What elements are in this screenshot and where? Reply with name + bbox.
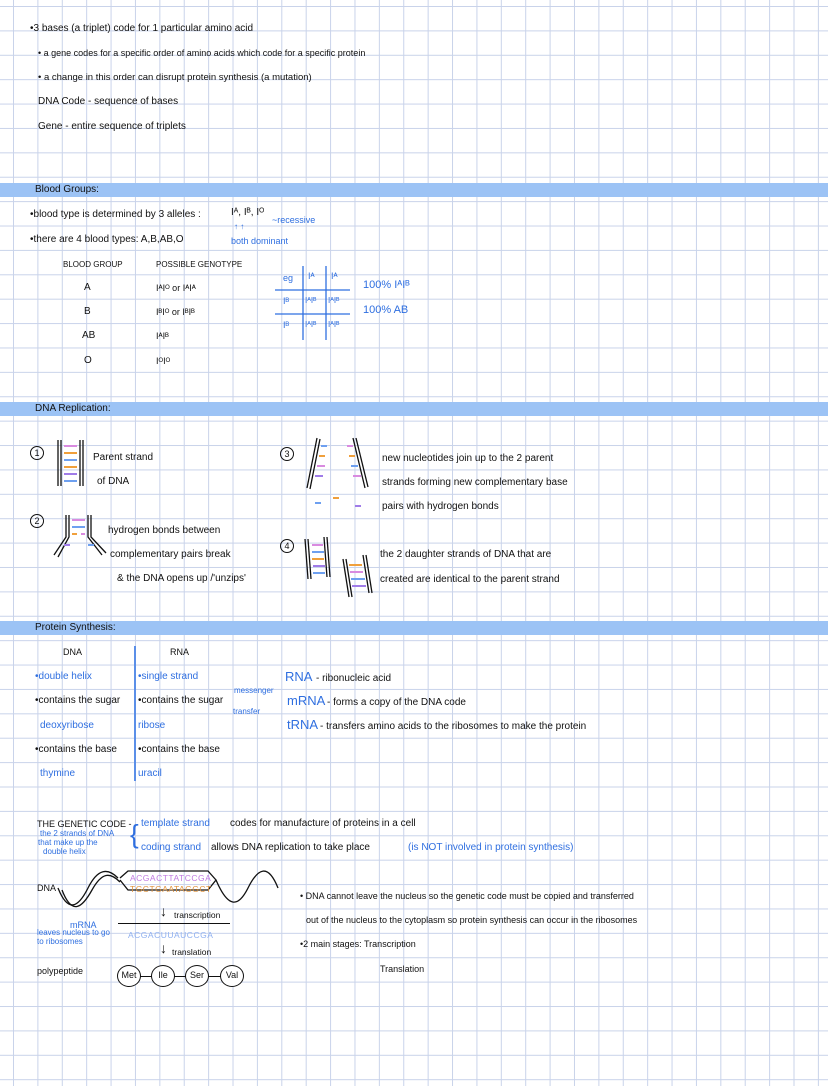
amino-acid: Ile [151,965,175,987]
step-text: & the DNA opens up /'unzips' [117,573,246,584]
blood-bullet: •there are 4 blood types: A,B,AB,O [30,234,184,245]
step-text: hydrogen bonds between [108,525,221,536]
punnett-cell: IᴬIᴮ [305,296,317,305]
dominant-note: both dominant [231,236,289,246]
blood-group: AB [82,330,96,341]
genetic-code-title: THE GENETIC CODE - [37,819,132,829]
dna-property: deoxyribose [40,720,94,731]
section-heading: Protein Synthesis: [35,622,116,633]
rna-property: ribose [138,720,166,731]
dna-column-header: DNA [63,647,83,657]
step-number: 1 [30,446,44,460]
mrna-definition: - forms a copy of the DNA code [327,697,466,708]
mrna-note: leaves nucleus to go [37,928,110,937]
punnett-cell: IᴬIᴮ [328,296,340,305]
amino-acid: Ser [185,965,209,987]
blood-bullet: •blood type is determined by 3 alleles : [30,209,201,220]
amino-acid: Met [117,965,141,987]
genetic-code-note: that make up the [38,838,98,847]
trna-term: tRNA [287,717,319,732]
amino-acid: Val [220,965,244,987]
section-heading: Blood Groups: [35,184,99,195]
polypeptide-label: polypeptide [37,966,84,976]
note-line: • a change in this order can disrupt protein synthesis (a mutation) [38,72,312,83]
note-line: •3 bases (a triplet) code for 1 particular amino acid [30,23,254,34]
table-header: POSSIBLE GENOTYPE [156,260,243,269]
brace: { [130,819,139,849]
punnett-cell: IᴬIᴮ [305,320,317,329]
genetic-bullet: Translation [380,964,425,974]
dna-property: •contains the sugar [35,695,121,706]
mrna-label: mRNA [70,920,97,930]
step-text: strands forming new complementary base [382,477,568,488]
divider-line [118,923,230,924]
genotype: IᴬIᴼ or IᴬIᴬ [156,283,196,293]
rna-definition: - ribonucleic acid [316,673,392,684]
punnett-cell: Iᴮ [283,320,290,330]
mrna-note: to ribosomes [37,937,83,946]
punnett-cell: Iᴮ [283,296,290,306]
messenger-note: messenger [234,686,274,695]
coding-strand-note: (is NOT involved in protein synthesis) [408,842,574,853]
rna-term: RNA [285,669,313,684]
translation-label: translation [172,947,212,957]
column-divider [134,646,136,781]
punnett-cell: eg [283,273,294,283]
dna-property: •contains the base [35,744,117,755]
rna-property: •single strand [138,671,199,682]
genotype: IᴬIᴮ [156,331,169,341]
recessive-note: ~recessive [272,215,316,225]
step-text: of DNA [97,476,130,487]
step-text: the 2 daughter strands of DNA that are [380,549,552,560]
new-nucleotides-diagram [303,438,373,513]
genetic-bullet: •2 main stages: Transcription [300,939,416,949]
blood-group: A [84,282,91,293]
rna-property: •contains the sugar [138,695,224,706]
template-strand-text: codes for manufacture of proteins in a cell [230,818,416,829]
step-text: new nucleotides join up to the 2 parent [382,453,554,464]
dna-bottom-sequence: TGCTGAATAGGCT [130,884,212,894]
genotype: IᴼIᴼ [156,356,171,366]
table-header: BLOOD GROUP [63,260,123,269]
genetic-code-note: double helix [43,847,86,856]
dna-property: •double helix [35,671,92,682]
genetic-code-note: the 2 strands of DNA [40,829,115,838]
note-line: • a gene codes for a specific order of amino acids which code for a specific protein [38,48,366,58]
coding-strand-label: coding strand [141,842,202,853]
section-heading: DNA Replication: [35,403,111,414]
note-line: DNA Code - sequence of bases [38,96,179,107]
transfer-note: transfer [233,707,261,716]
step-number: 4 [280,539,294,553]
punnett-cell: IᴬIᴮ [328,320,340,329]
step-text: complementary pairs break [110,549,231,560]
punnett-square [275,266,350,340]
dna-top-sequence: ACGACTTATCCGA [130,873,212,883]
punnett-result: 100% AB [363,304,409,316]
rna-column-header: RNA [170,647,190,657]
genetic-bullet: out of the nucleus to the cytoplasm so protein synthesis can occur in the ribosomes [306,915,638,925]
blood-group: B [84,306,91,317]
step-number: 2 [30,514,44,528]
daughter-strands-diagram [303,537,378,599]
step-number: 3 [280,447,294,461]
dna-unzipping-diagram [54,515,106,559]
arrow-down-icon: ↓ [160,903,167,919]
dna-label: DNA [37,883,57,893]
section-bar-blood-groups [0,183,828,197]
arrow-down-icon: ↓ [160,940,167,956]
step-text: created are identical to the parent strand [380,574,560,585]
section-bar-protein-synthesis [0,621,828,635]
arrows: ↑ ↑ [234,222,245,231]
section-bar-dna-replication [0,402,828,416]
dna-parent-strand-diagram [56,440,86,488]
genotype: IᴮIᴼ or IᴮIᴮ [156,307,195,317]
rna-property: •contains the base [138,744,220,755]
punnett-cell: Iᴬ [331,271,338,281]
punnett-cell: Iᴬ [308,271,315,281]
step-text: pairs with hydrogen bonds [382,501,499,512]
transcription-label: transcription [174,910,221,920]
step-text: Parent strand [93,452,154,463]
note-line: Gene - entire sequence of triplets [38,121,186,132]
dna-property: thymine [40,768,76,779]
alleles: Iᴬ, Iᴮ, Iᴼ [231,207,265,218]
trna-definition: - transfers amino acids to the ribosomes to make the protein [320,721,587,732]
punnett-result: 100% IᴬIᴮ [363,279,410,291]
mrna-term: mRNA [287,693,326,708]
genetic-bullet: • DNA cannot leave the nucleus so the genetic code must be copied and transferred [300,891,634,901]
rna-property: uracil [138,768,162,779]
template-strand-label: template strand [141,818,210,829]
blood-group: O [84,355,92,366]
coding-strand-text: allows DNA replication to take place [211,842,370,853]
mrna-sequence: ACGACUUAUCCGA [128,930,214,940]
